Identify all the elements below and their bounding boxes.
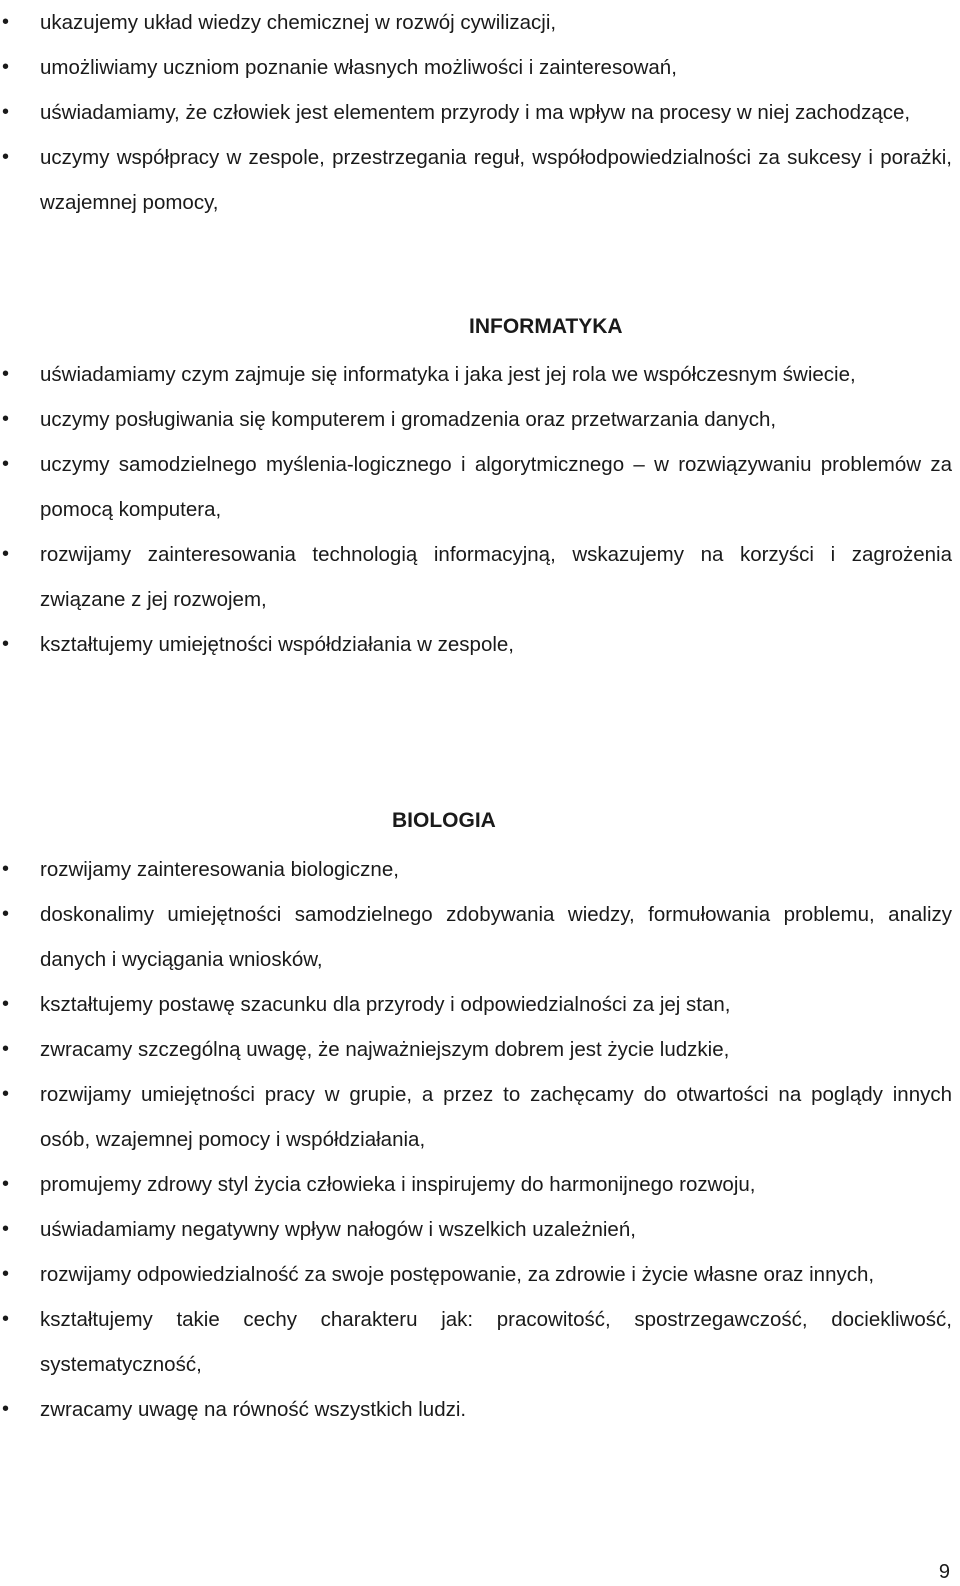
list-item [0, 90, 960, 135]
list-item-text: kształtujemy umiejętności współdziałania w zespole, [40, 633, 514, 656]
list-item-text: zwracamy uwagę na równość wszystkich ludzi. [40, 1398, 467, 1421]
list-item [0, 0, 960, 45]
list-item [0, 397, 960, 442]
list-item-text: doskonalimy umiejętności samodzielnego zdobywania wiedzy, formułowania problemu, analizy danych i wyciągania wniosków, [40, 903, 952, 971]
bullet-icon: • [2, 56, 10, 78]
list-item-text: rozwijamy umiejętności pracy w grupie, a przez to zachęcamy do otwartości na poglądy innych osób, wzajemnej pomocy i współdziałania, [40, 1083, 952, 1151]
list-item-text: uświadamiamy czym zajmuje się informatyka i jaka jest jej rola we współczesnym świecie, [40, 363, 856, 386]
list-item [0, 532, 960, 622]
page-number: 9 [938, 1561, 950, 1583]
list-item [0, 442, 960, 532]
list-item-text: uświadamiamy negatywny wpływ nałogów i wszelkich uzależnień, [40, 1218, 636, 1241]
list-item-text: ukazujemy układ wiedzy chemicznej w rozwój cywilizacji, [40, 11, 557, 34]
list-item [0, 1072, 960, 1162]
list-item-text: zwracamy szczególną uwagę, że najważniejszym dobrem jest życie ludzkie, [40, 1038, 730, 1061]
list-item-text: uczymy posługiwania się komputerem i gromadzenia oraz przetwarzania danych, [40, 408, 777, 431]
bullet-icon: • [2, 1263, 10, 1285]
list-item [0, 1162, 960, 1207]
list-item-text: promujemy zdrowy styl życia człowieka i inspirujemy do harmonijnego rozwoju, [40, 1173, 756, 1196]
list-item-text: uświadamiamy, że człowiek jest elementem przyrody i ma wpływ na procesy w niej zachodzące, [40, 101, 911, 124]
list-item [0, 1387, 960, 1432]
bullet-icon: • [2, 101, 10, 123]
list-item-text: kształtujemy takie cechy charakteru jak: pracowitość, spostrzegawczość, dociekliwość, systematyczność, [40, 1308, 952, 1376]
bullet-icon: • [2, 903, 10, 925]
bullet-icon: • [2, 993, 10, 1015]
section-heading-informatyka: INFORMATYKA [469, 315, 623, 338]
list-item [0, 1297, 960, 1387]
intro-list [0, 0, 960, 225]
bullet-icon: • [2, 11, 10, 33]
bullet-icon: • [2, 1038, 10, 1060]
list-item-text: uczymy samodzielnego myślenia-logicznego i algorytmicznego – w rozwiązywaniu problemów za pomocą komputera, [40, 453, 952, 521]
bullet-icon: • [2, 1398, 10, 1420]
bullet-icon: • [2, 453, 10, 475]
biologia-list [0, 847, 960, 1432]
list-item-text: rozwijamy zainteresowania technologią informacyjną, wskazujemy na korzyści i zagrożenia związane z jej rozwojem, [40, 543, 952, 611]
bullet-icon: • [2, 363, 10, 385]
list-item [0, 1207, 960, 1252]
list-item [0, 892, 960, 982]
bullet-icon: • [2, 408, 10, 430]
list-item [0, 622, 960, 667]
list-item [0, 135, 960, 225]
bullet-icon: • [2, 543, 10, 565]
section-heading-biologia: BIOLOGIA [392, 809, 496, 832]
list-item [0, 982, 960, 1027]
bullet-icon: • [2, 633, 10, 655]
list-item-text: rozwijamy odpowiedzialność za swoje postępowanie, za zdrowie i życie własne oraz innych, [40, 1263, 875, 1286]
bullet-icon: • [2, 1173, 10, 1195]
list-item-text: rozwijamy zainteresowania biologiczne, [40, 858, 399, 881]
list-item [0, 1027, 960, 1072]
bullet-icon: • [2, 1083, 10, 1105]
list-item [0, 45, 960, 90]
bullet-icon: • [2, 1308, 10, 1330]
bullet-icon: • [2, 146, 10, 168]
list-item [0, 847, 960, 892]
list-item-text: umożliwiamy uczniom poznanie własnych możliwości i zainteresowań, [40, 56, 677, 79]
list-item-text: uczymy współpracy w zespole, przestrzegania reguł, współodpowiedzialności za sukcesy i porażki, wzajemnej pomocy, [40, 146, 952, 214]
bullet-icon: • [2, 858, 10, 880]
list-item [0, 352, 960, 397]
list-item [0, 1252, 960, 1297]
list-item-text: kształtujemy postawę szacunku dla przyrody i odpowiedzialności za jej stan, [40, 993, 731, 1016]
informatyka-list [0, 352, 960, 667]
bullet-icon: • [2, 1218, 10, 1240]
